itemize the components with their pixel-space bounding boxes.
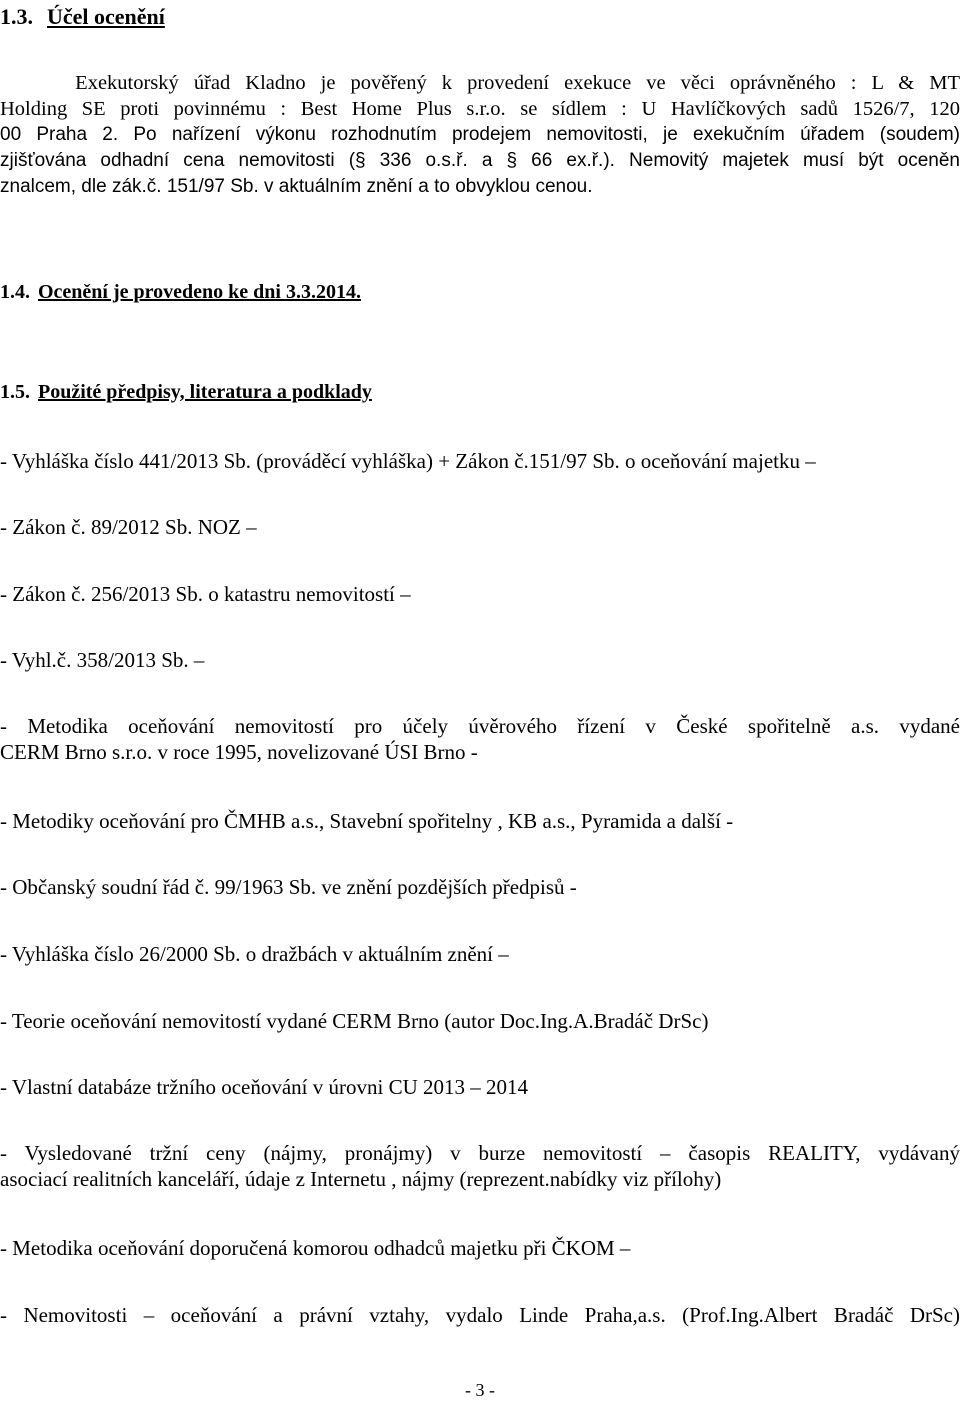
list-item xyxy=(0,448,960,474)
list-item xyxy=(0,808,960,834)
paragraph-line: Holding SE proti povinnému : Best Home Plus s.r.o. se sídlem : U Havlíčkových sadů 1526/7, 120 xyxy=(0,98,960,120)
list-item-text: - Teorie oceňování nemovitostí vydané CERM Brno (autor Doc.Ing.A.Bradáč DrSc) xyxy=(0,1009,709,1033)
list-item-text: - Zákon č. 89/2012 Sb. NOZ – xyxy=(0,515,257,539)
list-item xyxy=(0,713,960,765)
list-item-text: CERM Brno s.r.o. v roce 1995, novelizované ÚSI Brno - xyxy=(0,740,478,764)
list-item-text: - Vysledované tržní ceny (nájmy, pronájmy) v burze nemovitostí – časopis REALITY, vydávaný xyxy=(0,1141,960,1165)
section-number: 1.3. xyxy=(0,4,33,29)
section-1-5-heading xyxy=(0,381,372,404)
list-item-text: - Metodika oceňování nemovitostí pro účely úvěrového řízení v České spořitelně a.s. vydané xyxy=(0,714,960,738)
list-item xyxy=(0,514,960,540)
list-item-text: - Zákon č. 256/2013 Sb. o katastru nemovitostí – xyxy=(0,582,411,606)
paragraph-line: Exekutorský úřad Kladno je pověřený k provedení exekuce ve věci oprávněného : L & MT xyxy=(0,72,960,94)
list-item xyxy=(0,1302,960,1328)
section-1-3-paragraph xyxy=(0,70,960,200)
list-item-text: - Vlastní databáze tržního oceňování v úrovni CU 2013 – 2014 xyxy=(0,1075,528,1099)
section-title: Ocenění je provedeno ke dni 3.3.2014. xyxy=(38,281,361,303)
page-number: - 3 - xyxy=(465,1380,495,1400)
list-item xyxy=(0,581,960,607)
section-1-3-heading xyxy=(0,4,165,30)
list-item xyxy=(0,1074,960,1100)
list-item-text: - Metodika oceňování doporučená komorou odhadců majetku při ČKOM – xyxy=(0,1236,631,1260)
paragraph-line: zjišťována odhadní cena nemovitosti (§ 336 o.s.ř. a § 66 ex.ř.). Nemovitý majetek musí být oceněn xyxy=(0,150,960,171)
paragraph-line: znalcem, dle zák.č. 151/97 Sb. v aktuálním znění a to obvyklou cenou. xyxy=(0,176,593,197)
list-item-text: asociací realitních kanceláří, údaje z Internetu , nájmy (reprezent.nabídky viz přílohy) xyxy=(0,1167,722,1191)
section-title: Použité předpisy, literatura a podklady xyxy=(38,381,372,403)
section-number: 1.4. xyxy=(0,281,30,303)
list-item-text: - Občanský soudní řád č. 99/1963 Sb. ve znění pozdějších předpisů - xyxy=(0,875,577,899)
section-title: Účel ocenění xyxy=(47,4,165,29)
list-item-text: - Vyhl.č. 358/2013 Sb. – xyxy=(0,648,205,672)
list-item-text: - Vyhláška číslo 26/2000 Sb. o dražbách v aktuálním znění – xyxy=(0,942,509,966)
list-item xyxy=(0,874,960,900)
list-item xyxy=(0,1008,960,1034)
list-item-text: - Vyhláška číslo 441/2013 Sb. (prováděcí vyhláška) + Zákon č.151/97 Sb. o oceňování majetku – xyxy=(0,449,816,473)
section-1-4-heading xyxy=(0,281,361,304)
list-item-text: - Metodiky oceňování pro ČMHB a.s., Stavební spořitelny , KB a.s., Pyramida a další - xyxy=(0,809,734,833)
list-item xyxy=(0,647,960,673)
paragraph-line: 00 Praha 2. Po nařízení výkonu rozhodnutím prodejem nemovitosti, je exekučním úřadem (soudem) xyxy=(0,124,960,145)
section-number: 1.5. xyxy=(0,381,30,403)
list-item xyxy=(0,1235,960,1261)
list-item xyxy=(0,941,960,967)
list-item xyxy=(0,1140,960,1192)
list-item-text: - Nemovitosti – oceňování a právní vztahy, vydalo Linde Praha,a.s. (Prof.Ing.Albert Bradáč DrSc) xyxy=(0,1303,960,1327)
